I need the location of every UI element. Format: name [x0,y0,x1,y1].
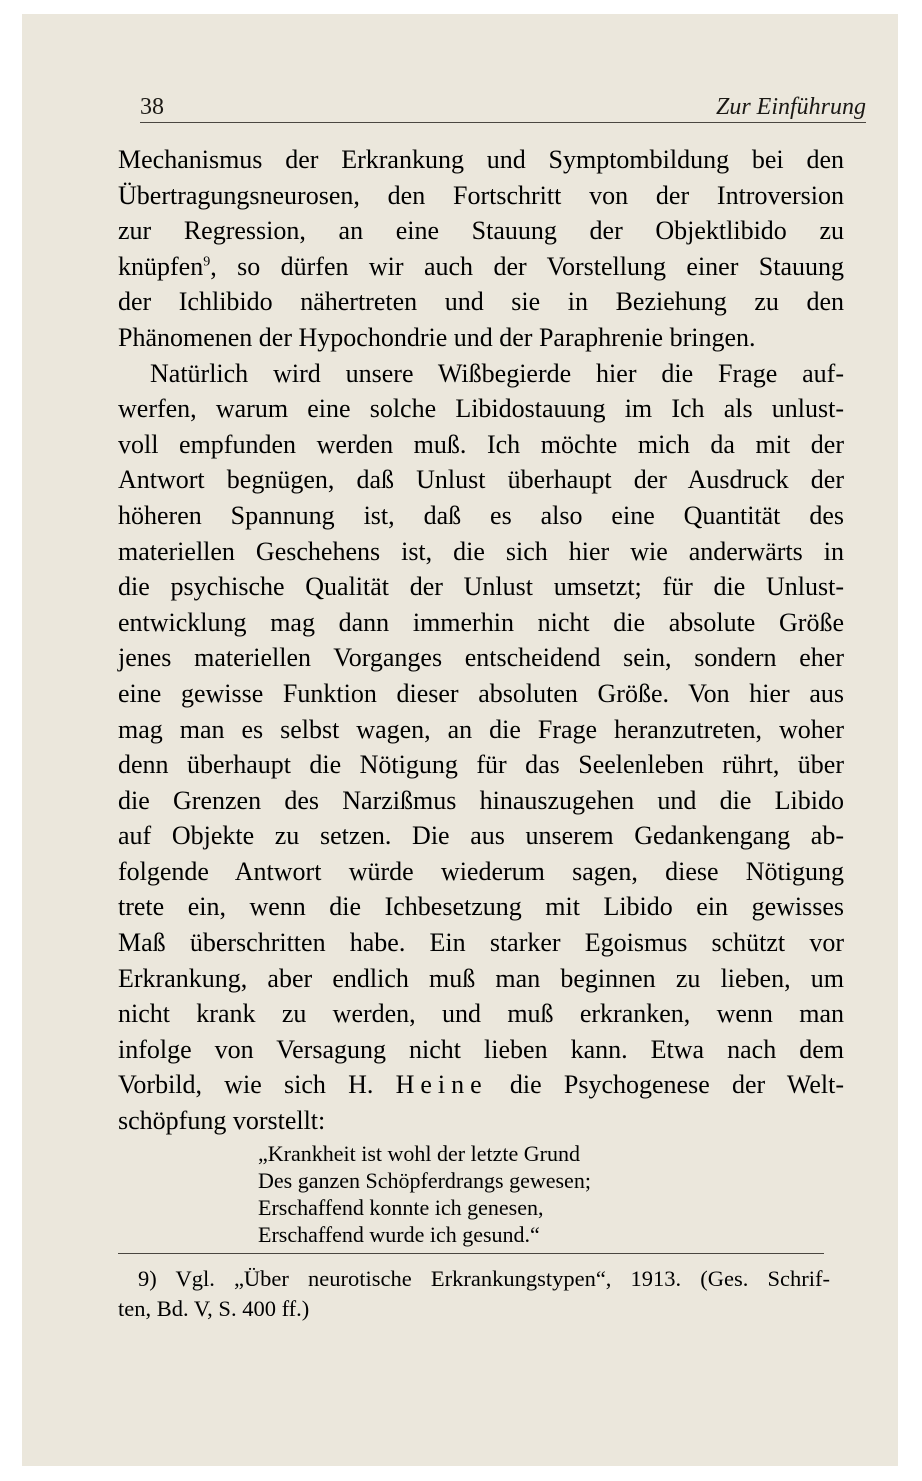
verse-line: „Krankheit ist wohl der letzte Grund [258,1141,580,1166]
text-line: Mechanismus der Erkrankung und Symptombildung bei den [118,145,844,174]
text-fragment: die Psychogenese der Welt- [509,1070,845,1100]
text-line: Maß überschritten habe. Ein starker Egoismus schützt vor [118,928,844,958]
text-line: materiellen Geschehens ist, die sich hier wie anderwärts in [118,536,844,566]
author-name-spaced: Heine [395,1070,488,1100]
text-line: jenes materiellen Vorganges entscheidend sein, sondern eher [118,643,844,673]
text-line: werfen, warum eine solche Libidostauung im Ich als unlust- [118,394,844,424]
text-line: höheren Spannung ist, daß es also eine Quantität des [118,500,844,530]
text-line: Phänomenen der Hypochondrie und der Paraphrenie bringen. [118,322,756,352]
text-line: infolge von Versagung nicht lieben kann. Etwa nach dem [118,1034,844,1064]
text-line: Erkrankung, aber endlich muß man beginnen zu lieben, um [118,963,844,993]
text-line: voll empfunden werden muß. Ich möchte mich da mit der [118,429,844,459]
text-line: entwicklung mag dann immerhin nicht die absolute Größe [118,607,844,637]
text-line: der Ichlibido nähertreten und sie in Beziehung zu den [118,287,844,317]
text-line: Natürlich wird unsere Wißbegierde hier die Frage auf- [150,358,844,388]
text-fragment: Vorbild, wie sich H. [118,1070,374,1100]
running-title: Zur Einführung [715,94,866,120]
text-line: Antwort begnügen, daß Unlust überhaupt der Ausdruck der [118,465,844,495]
text-line: nicht krank zu werden, und muß erkranken, wenn man [118,999,844,1029]
text-line: folgende Antwort würde wiederum sagen, diese Nötigung [118,856,844,886]
text-line [118,1067,844,1103]
footnote-line: 9) Vgl. „Über neurotische Erkrankungstypen“, 1913. (Ges. Schrif- [138,1266,830,1291]
footnote-divider [118,1253,824,1254]
text-line: auf Objekte zu setzen. Die aus unserem Gedankengang ab- [118,821,844,851]
text-fragment: knüpfen [118,251,204,281]
text-line: schöpfung vorstellt: [118,1106,326,1136]
verse-line: Des ganzen Schöpferdrangs gewesen; [258,1168,591,1193]
text-line: denn überhaupt die Nötigung für das Seelenleben rührt, über [118,750,844,780]
verse-line: Erschaffend wurde ich gesund.“ [258,1222,540,1247]
running-header [140,86,866,123]
text-line: die Grenzen des Narzißmus hinauszugehen und die Libido [118,785,844,815]
verse-line: Erschaffend konnte ich genesen, [258,1195,544,1220]
text-line: mag man es selbst wagen, an die Frage heranzutreten, woher [118,714,844,744]
footnote-line: ten, Bd. V, S. 400 ff.) [118,1296,310,1321]
text-line: die psychische Qualität der Unlust umsetzt; für die Unlust- [118,572,844,602]
text-line: Übertragungsneurosen, den Fortschritt von der Introversion [118,180,844,210]
text-line: trete ein, wenn die Ichbesetzung mit Libido ein gewisses [118,892,844,922]
footnote [118,1264,830,1324]
text-line: zur Regression, an eine Stauung der Objektlibido zu [118,216,844,246]
verse-quotation [258,1140,758,1248]
page-number: 38 [140,94,164,120]
body-text [118,142,844,1139]
text-line: eine gewisse Funktion dieser absoluten Größe. Von hier aus [118,678,844,708]
text-fragment: , so dürfen wir auch der Vorstellung einer Stauung [210,251,844,281]
text-line [118,249,844,285]
footnote-reference: 9 [203,254,211,270]
